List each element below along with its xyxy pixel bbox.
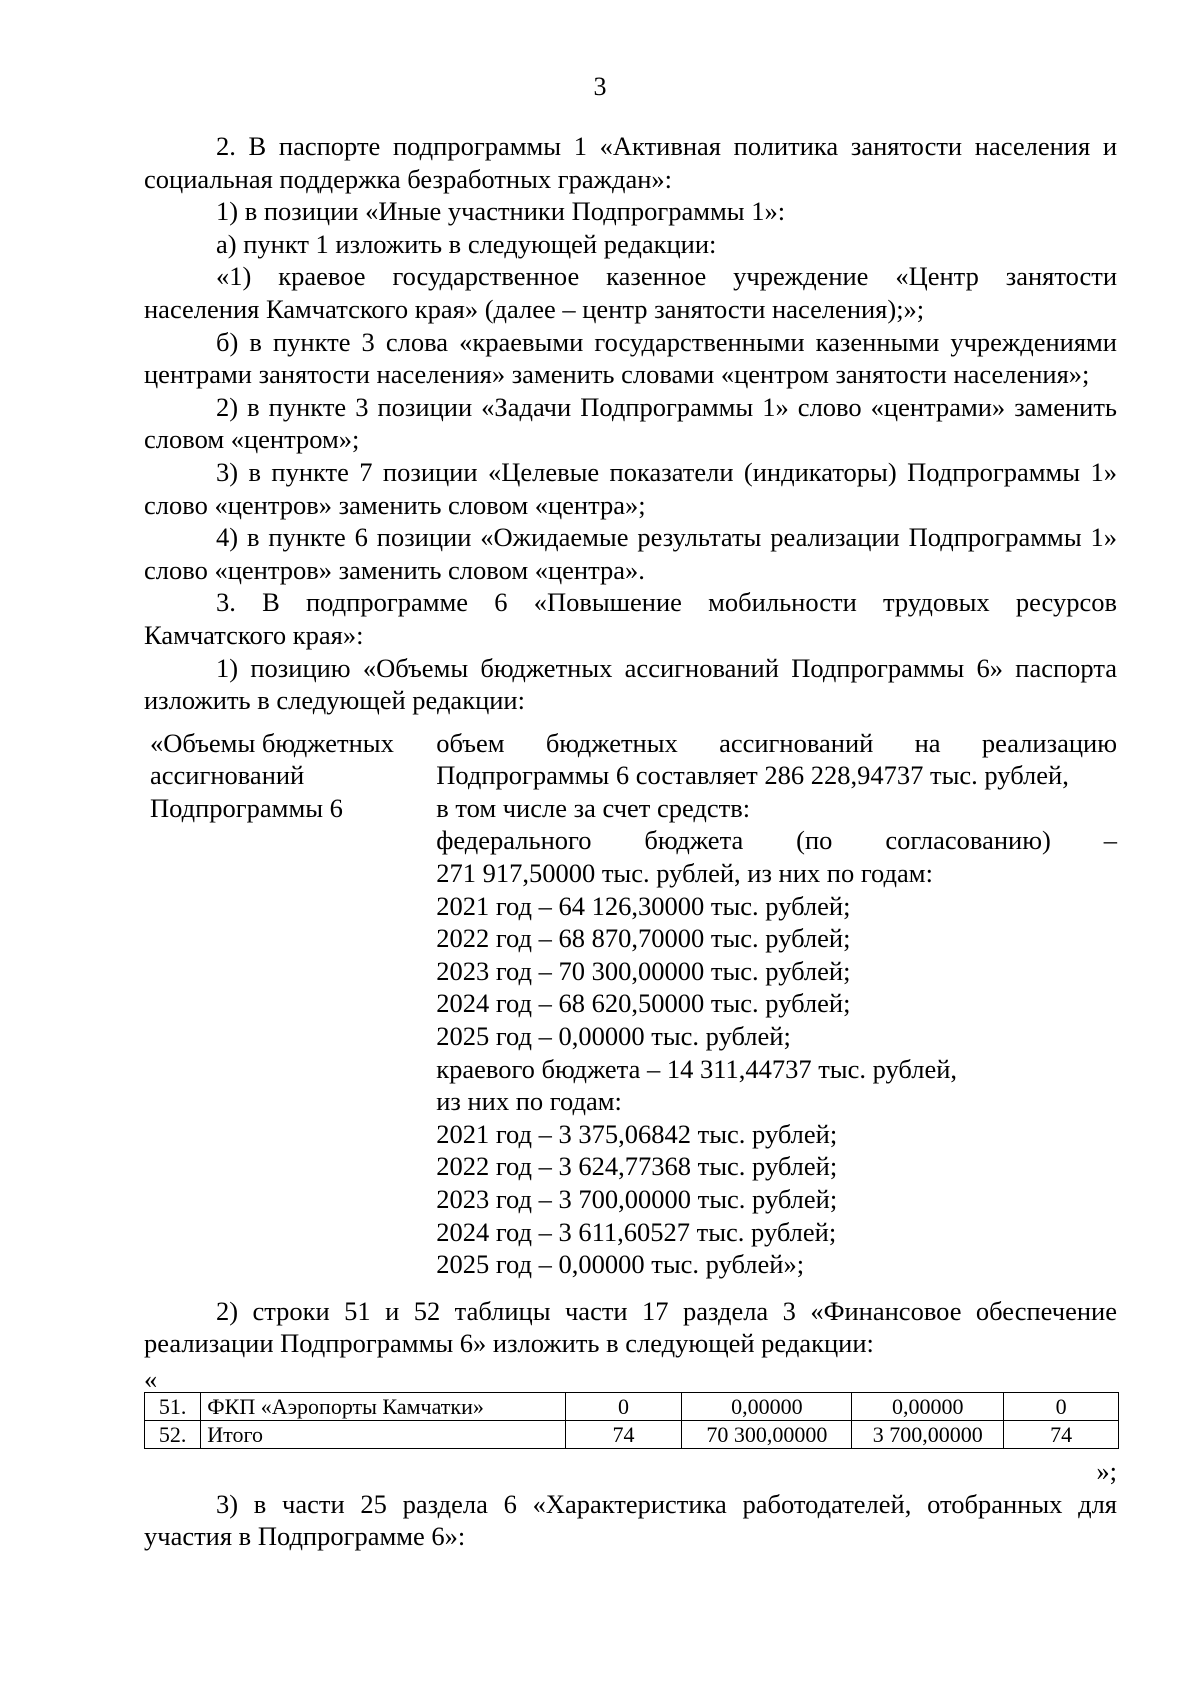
passport-value-line: 2024 год – 3 611,60527 тыс. рублей;: [436, 1216, 837, 1247]
paragraph: 2) в пункте 3 позиции «Задачи Подпрограммы 1» слово «центрами» заменить словом «центром»;: [144, 391, 1117, 455]
paragraph: 3. В подпрограмме 6 «Повышение мобильности трудовых ресурсов Камчатского края»:: [144, 587, 1117, 650]
passport-value-line: 2024 год – 68 620,50000 тыс. рублей;: [436, 988, 851, 1019]
table-row: [145, 1420, 1119, 1448]
passport-value-line: из них по годам:: [436, 1086, 622, 1117]
passport-label-line: Подпрограммы 6: [150, 792, 343, 823]
paragraph: 2) строки 51 и 52 таблицы части 17 раздела 3 «Финансовое обеспечение реализации Подпрограммы 6» изложить в следующей редакции:: [144, 1295, 1117, 1359]
paragraph: 1) в позиции «Иные участники Подпрограммы 1»:: [216, 196, 786, 227]
quote-open: «: [144, 1363, 158, 1394]
passport-value-line: 2022 год – 68 870,70000 тыс. рублей;: [436, 923, 851, 954]
table-cell: ФКП «Аэропорты Камчатки»: [201, 1392, 565, 1420]
passport-value-line: 2025 год – 0,00000 тыс. рублей;: [436, 1021, 791, 1052]
passport-value-line: 2022 год – 3 624,77368 тыс. рублей;: [436, 1151, 838, 1182]
passport-block: [150, 727, 1117, 1281]
table-cell: Итого: [201, 1420, 565, 1448]
table-cell: 3 700,00000: [852, 1420, 1004, 1448]
document-body: [144, 130, 1117, 1553]
passport-label: [150, 727, 436, 1281]
passport-value-line: объем бюджетных ассигнований на реализацию: [436, 727, 1117, 758]
quote-close: »;: [1096, 1455, 1117, 1486]
paragraph: 2. В паспорте подпрограммы 1 «Активная политика занятости населения и социальная поддержка безработных граждан»:: [144, 131, 1117, 194]
paragraph: «1) краевое государственное казенное учреждение «Центр занятости населения Камчатского края» (далее – центр занятости населения);»;: [144, 261, 1117, 324]
passport-value-line: 2023 год – 70 300,00000 тыс. рублей;: [436, 955, 851, 986]
table-cell: 0,00000: [682, 1392, 852, 1420]
paragraph: б) в пункте 3 слова «краевыми государственными казенными учреждениями центрами занятости населения» заменить словами «центром занятости населения»;: [144, 326, 1117, 390]
passport-value-line: Подпрограммы 6 составляет 286 228,94737 тыс. рублей,: [436, 760, 1069, 791]
paragraph: 3) в части 25 раздела 6 «Характеристика работодателей, отобранных для участия в Подпрограмме 6»:: [144, 1488, 1117, 1552]
passport-value-line: 2023 год – 3 700,00000 тыс. рублей;: [436, 1184, 838, 1214]
passport-value-line: 271 917,50000 тыс. рублей, из них по годам:: [436, 858, 933, 889]
table-cell: 52.: [145, 1420, 201, 1448]
passport-value-line: краевого бюджета – 14 311,44737 тыс. рублей,: [436, 1053, 958, 1084]
table-cell: 0,00000: [852, 1392, 1004, 1420]
passport-label-line: «Объемы бюджетных: [150, 727, 394, 758]
passport-value-line: федерального бюджета (по согласованию) –: [436, 825, 1117, 856]
passport-label-line: ассигнований: [150, 760, 305, 791]
paragraph: 4) в пункте 6 позиции «Ожидаемые результаты реализации Подпрограммы 1» слово «центров» заменить словом «центра».: [144, 522, 1117, 585]
paragraph: а) пункт 1 изложить в следующей редакции:: [216, 228, 717, 259]
passport-value-line: 2025 год – 0,00000 тыс. рублей»;: [436, 1249, 805, 1280]
table-cell: 0: [565, 1392, 682, 1420]
page-number: 3: [593, 72, 607, 101]
passport-value-line: 2021 год – 3 375,06842 тыс. рублей;: [436, 1118, 838, 1149]
paragraph: 3) в пункте 7 позиции «Целевые показатели (индикаторы) Подпрограммы 1» слово «центров» заменить словом «центра»;: [144, 456, 1117, 520]
finance-table: [144, 1392, 1119, 1449]
table-cell: 74: [1004, 1420, 1119, 1448]
passport-value-line: 2021 год – 64 126,30000 тыс. рублей;: [436, 890, 851, 921]
table-cell: 0: [1004, 1392, 1119, 1420]
paragraph: 1) позицию «Объемы бюджетных ассигнований Подпрограммы 6» паспорта изложить в следующей редакции:: [144, 652, 1117, 716]
passport-value-line: в том числе за счет средств:: [436, 792, 751, 823]
table-row: [145, 1392, 1119, 1420]
passport-value: [436, 727, 1117, 1281]
table-cell: 51.: [145, 1392, 201, 1420]
table-cell: 74: [565, 1420, 682, 1448]
table-cell: 70 300,00000: [682, 1420, 852, 1448]
